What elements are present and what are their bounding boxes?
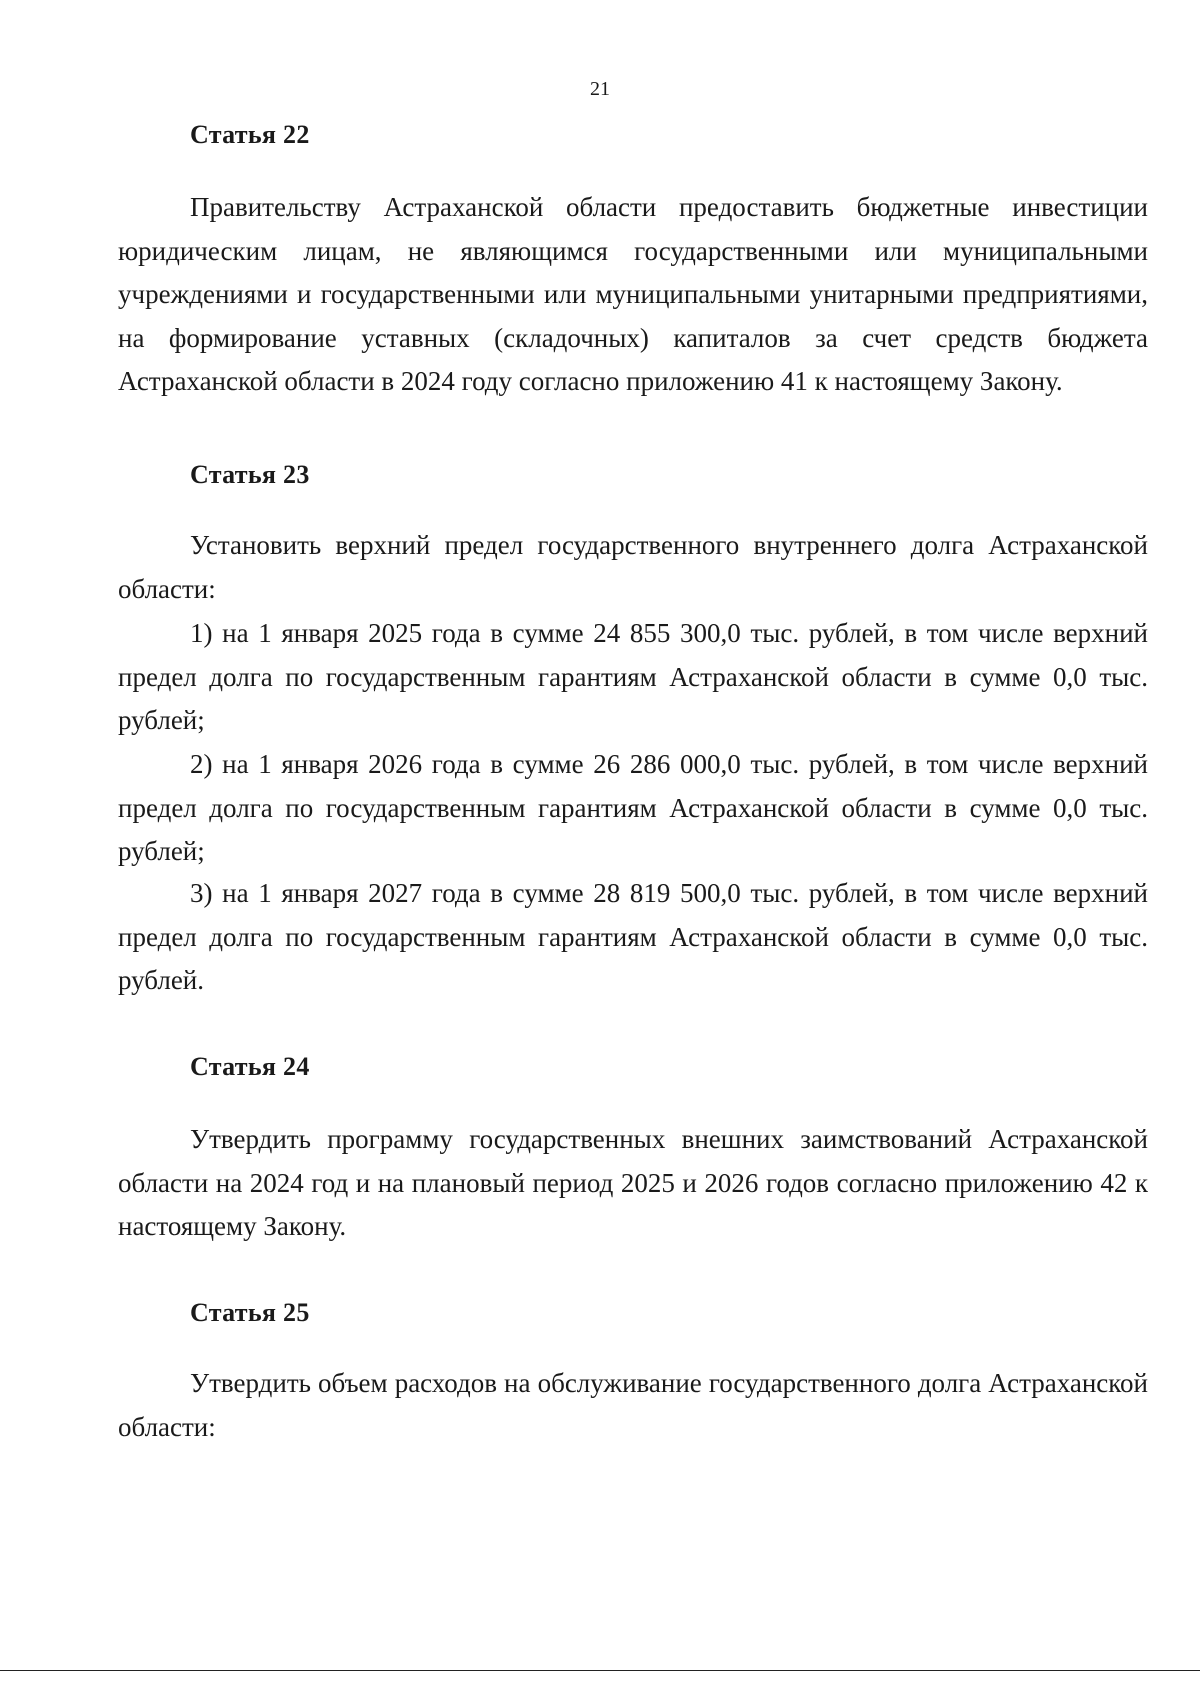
article-23-heading: Статья 23 [190, 460, 310, 489]
article-25-heading: Статья 25 [190, 1298, 310, 1327]
article-23-item-1 [118, 612, 1148, 743]
article-24-paragraph [118, 1118, 1148, 1249]
article-22-heading: Статья 22 [190, 120, 310, 149]
article-23-item-3 [118, 872, 1148, 1003]
article-23-intro-text: Установить верхний предел государственного внутреннего долга Астраханской области: [118, 530, 1148, 604]
article-23-item-3-text: 3) на 1 января 2027 года в сумме 28 819 500,0 тыс. рублей, в том числе верхний предел долга по государственным гарантиям Астраханской области в сумме 0,0 тыс. рублей. [118, 878, 1148, 995]
article-23-item-1-text: 1) на 1 января 2025 года в сумме 24 855 300,0 тыс. рублей, в том числе верхний предел долга по государственным гарантиям Астраханской области в сумме 0,0 тыс. рублей; [118, 618, 1148, 735]
article-23-item-2-text: 2) на 1 января 2026 года в сумме 26 286 000,0 тыс. рублей, в том числе верхний предел долга по государственным гарантиям Астраханской области в сумме 0,0 тыс. рублей; [118, 749, 1148, 866]
article-23-intro [118, 524, 1148, 611]
article-24-text: Утвердить программу государственных внешних заимствований Астраханской области на 2024 год и на плановый период 2025 и 2026 годов согласно приложению 42 к настоящему Закону. [118, 1124, 1148, 1241]
article-23-item-2 [118, 743, 1148, 874]
article-22-text: Правительству Астраханской области предоставить бюджетные инвестиции юридическим лицам, не являющимся государственными или муниципальными учреждениями и государственными или муниципальными унитарными предприятиями, на формирование уставных (складочных) капиталов за счет средств бюджета Астраханской области в 2024 году согласно приложению 41 к настоящему Закону. [118, 192, 1148, 396]
article-25-text: Утвердить объем расходов на обслуживание государственного долга Астраханской области: [118, 1368, 1148, 1442]
page-number: 21 [590, 78, 610, 100]
article-22-paragraph [118, 186, 1148, 404]
article-25-paragraph [118, 1362, 1148, 1449]
bottom-rule [0, 1670, 1200, 1671]
article-24-heading: Статья 24 [190, 1052, 310, 1081]
